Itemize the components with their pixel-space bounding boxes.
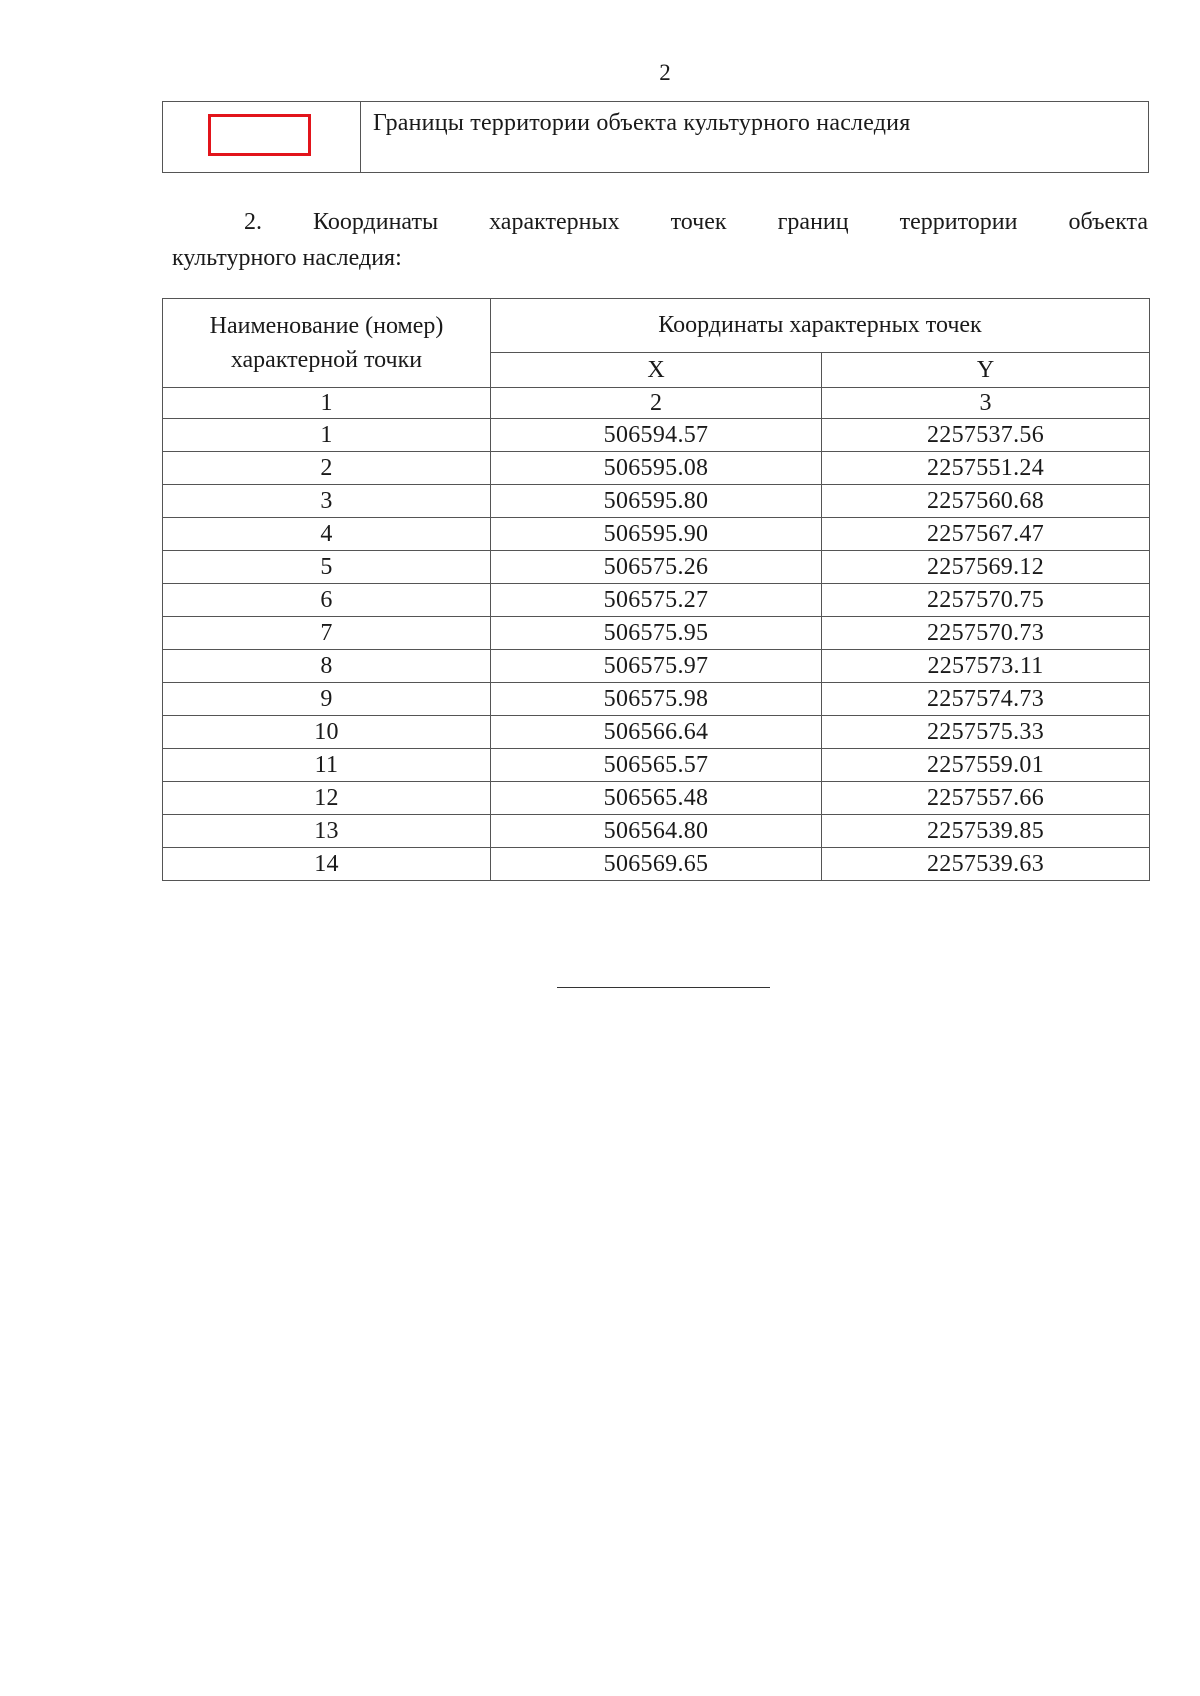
column-number-row xyxy=(163,388,1150,419)
y-coordinate: 2257539.63 xyxy=(822,848,1150,881)
point-number: 9 xyxy=(163,683,491,716)
table-row xyxy=(163,518,1150,551)
y-coordinate: 2257559.01 xyxy=(822,749,1150,782)
y-coordinate: 2257539.85 xyxy=(822,815,1150,848)
point-number: 5 xyxy=(163,551,491,584)
y-coordinate: 2257573.11 xyxy=(822,650,1150,683)
table-row xyxy=(163,617,1150,650)
x-coordinate: 506566.64 xyxy=(491,716,822,749)
header-x: X xyxy=(491,352,822,387)
point-number: 4 xyxy=(163,518,491,551)
legend-symbol-cell xyxy=(163,102,361,173)
x-coordinate: 506569.65 xyxy=(491,848,822,881)
table-row xyxy=(163,452,1150,485)
y-coordinate: 2257557.66 xyxy=(822,782,1150,815)
point-number: 7 xyxy=(163,617,491,650)
column-number: 3 xyxy=(822,388,1150,419)
y-coordinate: 2257537.56 xyxy=(822,419,1150,452)
y-coordinate: 2257560.68 xyxy=(822,485,1150,518)
header-point-name: Наименование (номер) характерной точки xyxy=(163,299,491,388)
y-coordinate: 2257570.73 xyxy=(822,617,1150,650)
legend-text: Границы территории объекта культурного наследия xyxy=(361,102,1149,173)
x-coordinate: 506575.97 xyxy=(491,650,822,683)
section-paragraph xyxy=(172,204,1148,276)
table-header-row xyxy=(163,299,1150,353)
y-coordinate: 2257569.12 xyxy=(822,551,1150,584)
x-coordinate: 506595.80 xyxy=(491,485,822,518)
table-row xyxy=(163,584,1150,617)
x-coordinate: 506575.26 xyxy=(491,551,822,584)
y-coordinate: 2257570.75 xyxy=(822,584,1150,617)
point-number: 11 xyxy=(163,749,491,782)
y-coordinate: 2257574.73 xyxy=(822,683,1150,716)
legend-row xyxy=(163,102,1149,173)
x-coordinate: 506595.90 xyxy=(491,518,822,551)
column-number: 1 xyxy=(163,388,491,419)
x-coordinate: 506575.98 xyxy=(491,683,822,716)
x-coordinate: 506575.95 xyxy=(491,617,822,650)
header-y: Y xyxy=(822,352,1150,387)
table-row xyxy=(163,716,1150,749)
end-of-document-line xyxy=(557,987,770,988)
paragraph-line-2: культурного наследия: xyxy=(172,245,402,271)
point-number: 6 xyxy=(163,584,491,617)
table-row xyxy=(163,683,1150,716)
column-number: 2 xyxy=(491,388,822,419)
table-row xyxy=(163,419,1150,452)
y-coordinate: 2257575.33 xyxy=(822,716,1150,749)
table-row xyxy=(163,551,1150,584)
point-number: 14 xyxy=(163,848,491,881)
x-coordinate: 506594.57 xyxy=(491,419,822,452)
x-coordinate: 506595.08 xyxy=(491,452,822,485)
point-number: 3 xyxy=(163,485,491,518)
x-coordinate: 506575.27 xyxy=(491,584,822,617)
y-coordinate: 2257551.24 xyxy=(822,452,1150,485)
legend-table xyxy=(162,101,1149,173)
table-row xyxy=(163,848,1150,881)
table-row xyxy=(163,650,1150,683)
table-row xyxy=(163,485,1150,518)
table-row xyxy=(163,749,1150,782)
x-coordinate: 506564.80 xyxy=(491,815,822,848)
coordinates-table xyxy=(162,298,1150,881)
point-number: 10 xyxy=(163,716,491,749)
y-coordinate: 2257567.47 xyxy=(822,518,1150,551)
page-number: 2 xyxy=(659,60,671,85)
table-row xyxy=(163,782,1150,815)
point-number: 1 xyxy=(163,419,491,452)
paragraph-line-1: 2. Координаты характерных точек границ территории объекта xyxy=(244,209,1148,235)
x-coordinate: 506565.57 xyxy=(491,749,822,782)
point-number: 8 xyxy=(163,650,491,683)
header-coordinates: Координаты характерных точек xyxy=(491,299,1150,353)
table-row xyxy=(163,815,1150,848)
point-number: 13 xyxy=(163,815,491,848)
point-number: 2 xyxy=(163,452,491,485)
point-number: 12 xyxy=(163,782,491,815)
boundary-symbol-icon xyxy=(208,114,311,156)
x-coordinate: 506565.48 xyxy=(491,782,822,815)
